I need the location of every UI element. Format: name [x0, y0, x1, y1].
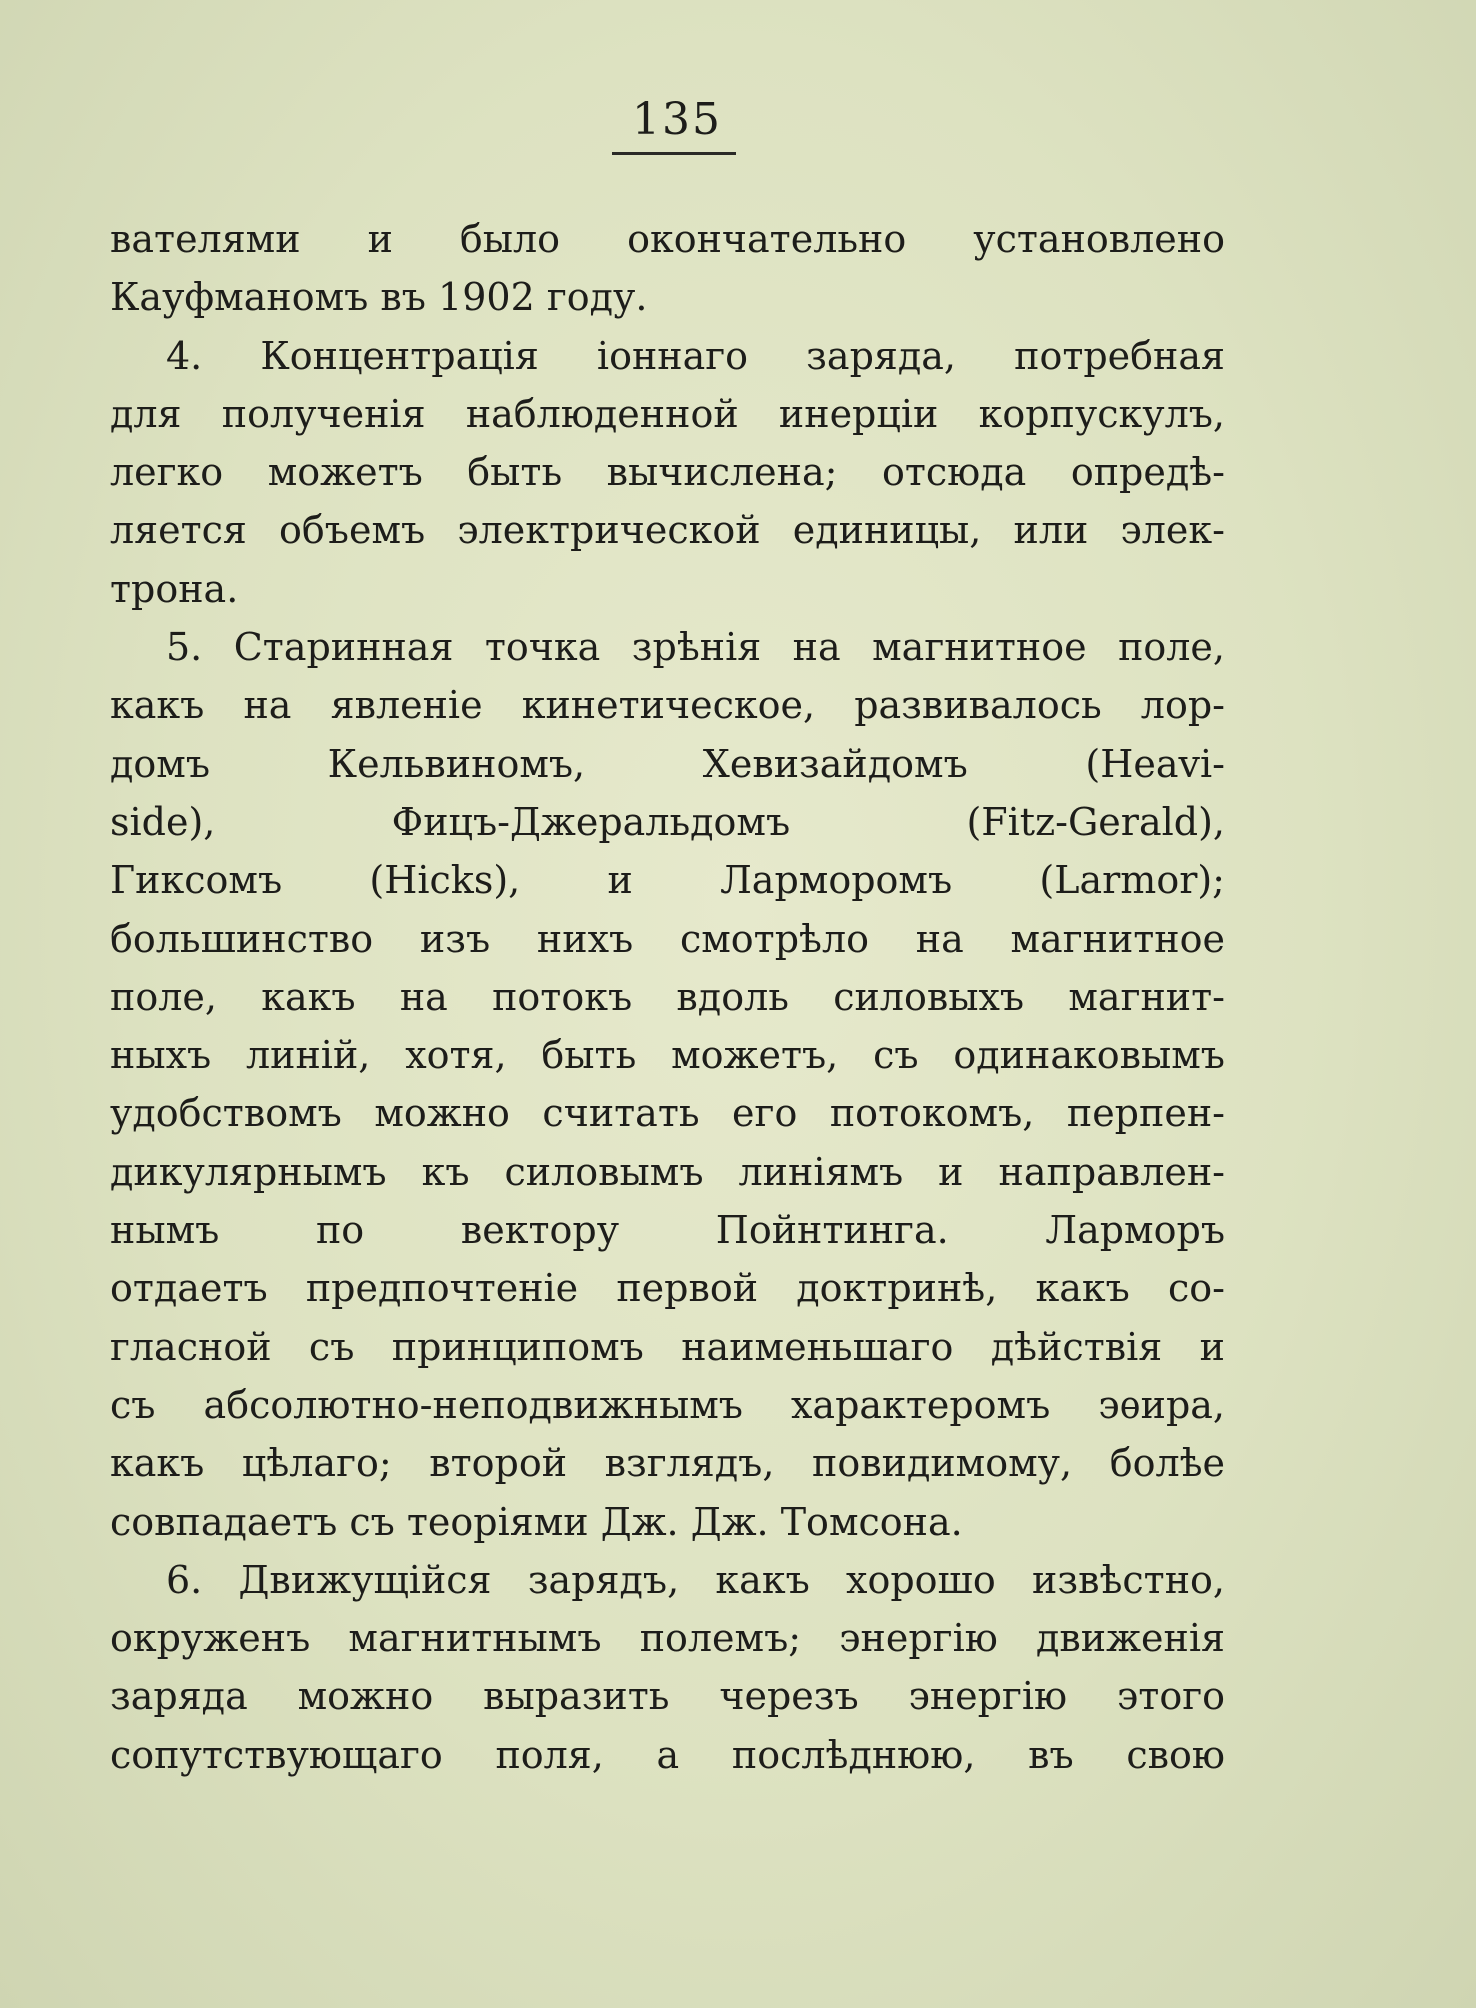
text-line: съ абсолютно-неподвижнымъ характеромъ эѳира, — [110, 1382, 1225, 1427]
text-line: сопутствующаго поля, а послѣднюю, въ свою — [110, 1732, 1225, 1777]
text-line: ныхъ линій, хотя, быть можетъ, съ одинаковымъ — [110, 1033, 1225, 1078]
text-line: нымъ по вектору Пойнтинга. Ларморъ — [110, 1208, 1225, 1253]
text-line: большинство изъ нихъ смотрѣло на магнитное — [110, 916, 1225, 961]
text-line: легко можетъ быть вычислена; отсюда опредѣ- — [110, 450, 1225, 495]
text-line: совпадаетъ съ теоріями Дж. Дж. Томсона. — [110, 1499, 963, 1544]
text-line: трона. — [110, 566, 239, 611]
text-line: для полученія наблюденной инерціи корпускулъ, — [110, 391, 1225, 436]
text-line: домъ Кельвиномъ, Хевизайдомъ (Heavi- — [110, 741, 1225, 786]
text-line: удобствомъ можно считать его потокомъ, перпен- — [110, 1091, 1225, 1136]
text-line: окруженъ магнитнымъ полемъ; энергію движенія — [110, 1616, 1225, 1661]
text-line: какъ цѣлаго; второй взглядъ, повидимому, болѣе — [110, 1441, 1225, 1486]
text-line: поле, какъ на потокъ вдоль силовыхъ магнит- — [110, 974, 1225, 1019]
text-line: заряда можно выразить черезъ энергію этого — [110, 1674, 1225, 1719]
text-line: ляется объемъ электрической единицы, или элек- — [110, 508, 1225, 553]
text-line: гласной съ принципомъ наименьшаго дѣйствія и — [110, 1324, 1225, 1369]
text-line: вателями и было окончательно установлено — [110, 217, 1225, 261]
body-text — [110, 210, 1225, 1784]
text-line: Кауфманомъ въ 1902 году. — [110, 275, 648, 320]
text-line: дикулярнымъ къ силовымъ линіямъ и направлен- — [110, 1149, 1225, 1194]
page-number: 135 — [632, 94, 722, 145]
text-line: какъ на явленіе кинетическое, развивалось лор- — [110, 683, 1225, 728]
text-line: отдаетъ предпочтеніе первой доктринѣ, какъ со- — [110, 1266, 1225, 1311]
text-line: 5. Старинная точка зрѣнія на магнитное поле, — [166, 625, 1225, 670]
text-line: Гиксомъ (Hicks), и Ларморомъ (Larmor); — [110, 858, 1225, 903]
page-number-rule — [612, 152, 736, 155]
text-line: 6. Движущійся зарядъ, какъ хорошо извѣстно, — [166, 1557, 1225, 1602]
text-line: side), Фицъ-Джеральдомъ (Fitz-Gerald), — [110, 799, 1225, 844]
text-line: 4. Концентрація іоннаго заряда, потребная — [166, 333, 1225, 378]
